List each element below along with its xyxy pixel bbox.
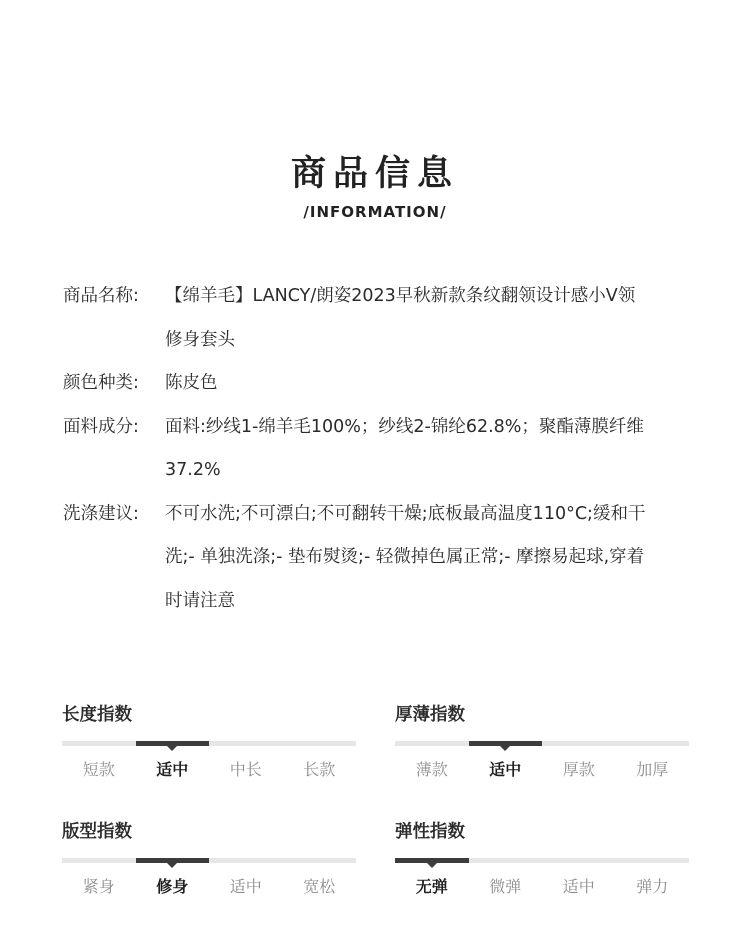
info-label: 洗涤建议: [63, 503, 139, 524]
index-option: 修身 [156, 877, 189, 896]
info-label: 颜色种类: [63, 373, 139, 393]
index-pointer-icon [427, 863, 437, 868]
index-options [62, 757, 356, 780]
index-option: 长款 [303, 760, 336, 779]
index-option: 宽松 [303, 877, 336, 896]
index-option: 微弹 [489, 877, 522, 896]
page-title: 商品信息 [290, 154, 459, 194]
length-index [62, 701, 356, 780]
index-track [395, 858, 689, 863]
product-info-list [63, 275, 703, 623]
fit-index [62, 818, 356, 897]
info-label: 商品名称: [63, 286, 139, 306]
index-option: 厚款 [562, 760, 595, 779]
index-option: 短款 [82, 760, 115, 779]
index-option: 弹力 [636, 877, 669, 896]
info-row-product-name [63, 275, 703, 362]
index-options [395, 757, 689, 780]
info-value: 【绵羊毛】LANCY/朗姿2023早秋新款条纹翻领设计感小V领 修身套头 [165, 286, 636, 350]
index-option: 紧身 [82, 877, 115, 896]
index-track [62, 858, 356, 863]
index-pointer-icon [167, 863, 177, 868]
info-value: 面料:纱线1-绵羊毛100%；纱线2-锦纶62.8%；聚酯薄膜纤维 37.2% [165, 416, 644, 480]
index-label: 厚薄指数 [395, 705, 465, 725]
index-label: 长度指数 [62, 705, 132, 725]
info-row-care [63, 493, 703, 624]
index-pointer-icon [167, 746, 177, 751]
index-options [395, 874, 689, 897]
info-label: 面料成分: [63, 416, 139, 437]
index-option: 加厚 [636, 760, 669, 779]
index-options [62, 874, 356, 897]
info-row-fabric [63, 406, 703, 493]
info-value: 陈皮色 [165, 373, 218, 393]
index-label: 弹性指数 [395, 822, 465, 842]
index-label: 版型指数 [62, 822, 132, 842]
info-value: 不可水洗;不可漂白;不可翻转干燥;底板最高温度110°C;缓和干 洗;- 单独洗涤;- 垫布熨烫;- 轻微掉色属正常;- 摩擦易起球,穿着 时请注意 [165, 503, 646, 611]
thickness-index [395, 701, 689, 780]
index-option: 适中 [489, 760, 522, 779]
page-subtitle: /INFORMATION/ [303, 203, 447, 221]
index-option: 薄款 [415, 760, 448, 779]
index-option: 中长 [229, 760, 262, 779]
index-option: 适中 [229, 877, 262, 896]
index-option: 适中 [156, 760, 189, 779]
index-track [62, 741, 356, 746]
index-pointer-icon [500, 746, 510, 751]
index-option: 无弹 [415, 877, 448, 896]
index-option: 适中 [562, 877, 595, 896]
index-track [395, 741, 689, 746]
info-row-color [63, 362, 703, 406]
elasticity-index [395, 818, 689, 897]
